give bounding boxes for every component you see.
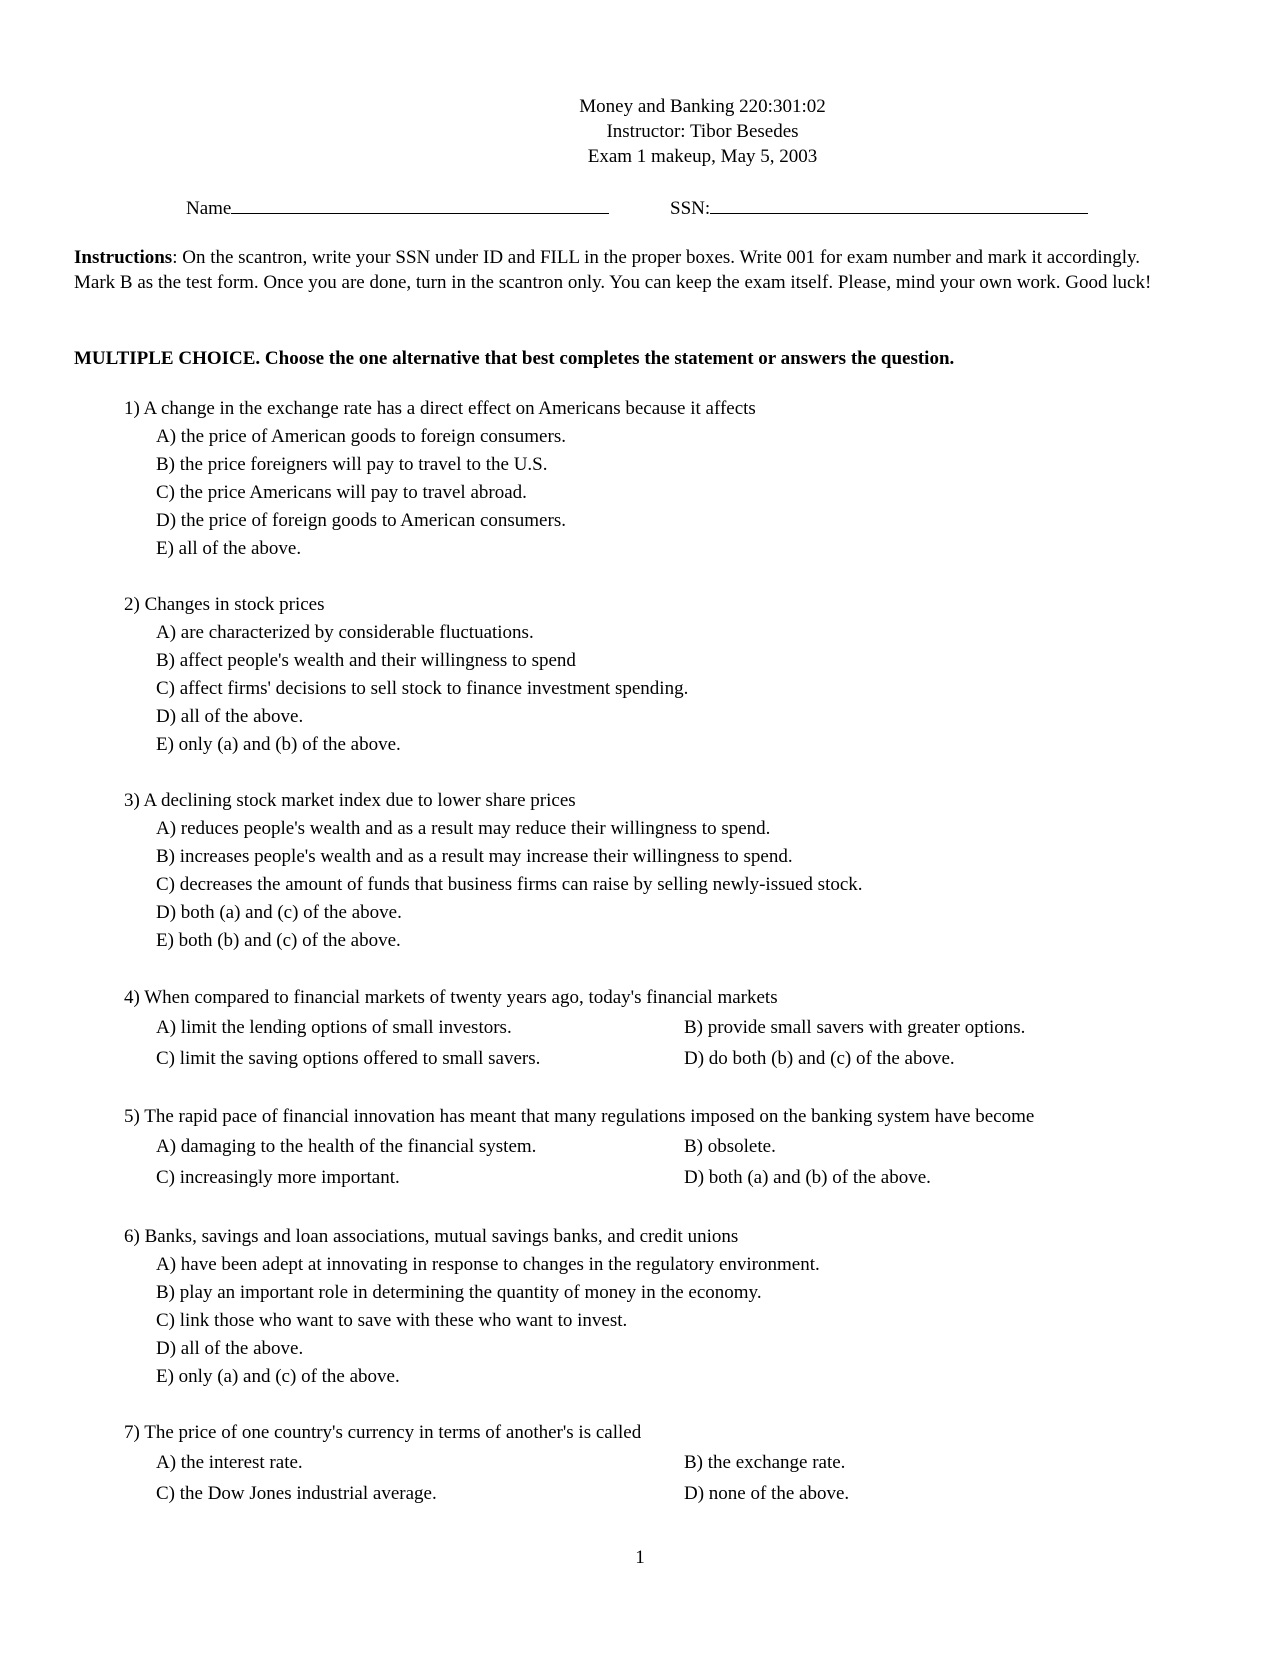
page-number: 1 — [635, 1547, 645, 1568]
instructions-text: : On the scantron, write your SSN under ID and FILL in the proper boxes. Write 001 for exam number and mark it accordingly. Mark B as the test form. Once you are done, turn in the scantron only. You can keep the exam itself. Please, mind your own work. Good luck! — [74, 247, 1152, 293]
answer-option: D) none of the above. — [684, 1483, 850, 1504]
answer-option: C) the price Americans will pay to travel abroad. — [156, 482, 527, 503]
answer-option: C) increasingly more important. — [156, 1167, 400, 1188]
question-1 — [124, 395, 1184, 563]
question-stem: 6) Banks, savings and loan associations, mutual savings banks, and credit unions — [124, 1226, 739, 1247]
answer-option: B) provide small savers with greater options. — [684, 1017, 1026, 1038]
student-fields — [0, 195, 1280, 225]
answer-option: C) link those who want to save with these who want to invest. — [156, 1310, 628, 1331]
answer-option: B) increases people's wealth and as a result may increase their willingness to spend. — [156, 846, 793, 867]
answer-option: B) play an important role in determining the quantity of money in the economy. — [156, 1282, 762, 1303]
question-stem: 4) When compared to financial markets of twenty years ago, today's financial markets — [124, 987, 778, 1008]
question-stem: 1) A change in the exchange rate has a direct effect on Americans because it affects — [124, 398, 756, 419]
question-5 — [124, 1103, 1184, 1193]
answer-grid — [124, 1131, 1184, 1193]
instructions — [74, 245, 1154, 295]
section-heading: MULTIPLE CHOICE. Choose the one alternative that best completes the statement or answers the question. — [74, 348, 955, 369]
answer-option: D) both (a) and (b) of the above. — [684, 1167, 931, 1188]
question-2 — [124, 591, 1184, 759]
answer-option: B) obsolete. — [684, 1136, 776, 1157]
exam-date-line: Exam 1 makeup, May 5, 2003 — [587, 146, 818, 167]
question-7 — [124, 1419, 1184, 1509]
answer-option: B) the price foreigners will pay to travel to the U.S. — [156, 454, 548, 475]
answer-grid — [124, 1012, 1184, 1074]
course-title: Money and Banking 220:301:02 — [579, 96, 826, 117]
answer-option: A) damaging to the health of the financial system. — [156, 1136, 537, 1157]
question-stem: 3) A declining stock market index due to lower share prices — [124, 790, 576, 811]
question-stem: 7) The price of one country's currency in terms of another's is called — [124, 1422, 642, 1443]
name-blank-line — [231, 195, 609, 214]
answer-option: E) only (a) and (c) of the above. — [156, 1366, 400, 1387]
answer-option: A) have been adept at innovating in response to changes in the regulatory environment. — [156, 1254, 820, 1275]
answer-option: B) affect people's wealth and their willingness to spend — [156, 650, 576, 671]
question-3 — [124, 787, 1184, 955]
answer-option: D) both (a) and (c) of the above. — [156, 902, 402, 923]
question-stem: 5) The rapid pace of financial innovation has meant that many regulations imposed on the banking system have become — [124, 1106, 1035, 1127]
answer-option: C) affect firms' decisions to sell stock to finance investment spending. — [156, 678, 689, 699]
answer-option: E) all of the above. — [156, 538, 302, 559]
ssn-field — [670, 195, 1088, 220]
answer-option: C) the Dow Jones industrial average. — [156, 1483, 437, 1504]
question-stem: 2) Changes in stock prices — [124, 594, 325, 615]
answer-option: D) the price of foreign goods to American consumers. — [156, 510, 566, 531]
answer-option: D) do both (b) and (c) of the above. — [684, 1048, 955, 1069]
instructions-label: Instructions — [74, 247, 173, 268]
instructor-line: Instructor: Tibor Besedes — [606, 121, 799, 142]
question-6 — [124, 1223, 1184, 1391]
answer-option: B) the exchange rate. — [684, 1452, 846, 1473]
answer-option: E) only (a) and (b) of the above. — [156, 734, 401, 755]
ssn-blank-line — [710, 195, 1088, 214]
question-4 — [124, 984, 1184, 1074]
name-label: Name — [186, 198, 232, 219]
answer-option: A) the interest rate. — [156, 1452, 303, 1473]
answer-grid — [124, 1447, 1184, 1509]
answer-option: C) decreases the amount of funds that business firms can raise by selling newly-issued stock. — [156, 874, 863, 895]
exam-header — [0, 94, 1280, 169]
answer-option: E) both (b) and (c) of the above. — [156, 930, 401, 951]
answer-option: C) limit the saving options offered to small savers. — [156, 1048, 541, 1069]
name-field — [186, 195, 609, 220]
ssn-label: SSN: — [670, 198, 711, 219]
answer-option: A) are characterized by considerable fluctuations. — [156, 622, 534, 643]
answer-option: A) reduces people's wealth and as a result may reduce their willingness to spend. — [156, 818, 771, 839]
answer-option: A) the price of American goods to foreign consumers. — [156, 426, 566, 447]
answer-option: D) all of the above. — [156, 1338, 304, 1359]
answer-option: A) limit the lending options of small investors. — [156, 1017, 512, 1038]
answer-option: D) all of the above. — [156, 706, 304, 727]
